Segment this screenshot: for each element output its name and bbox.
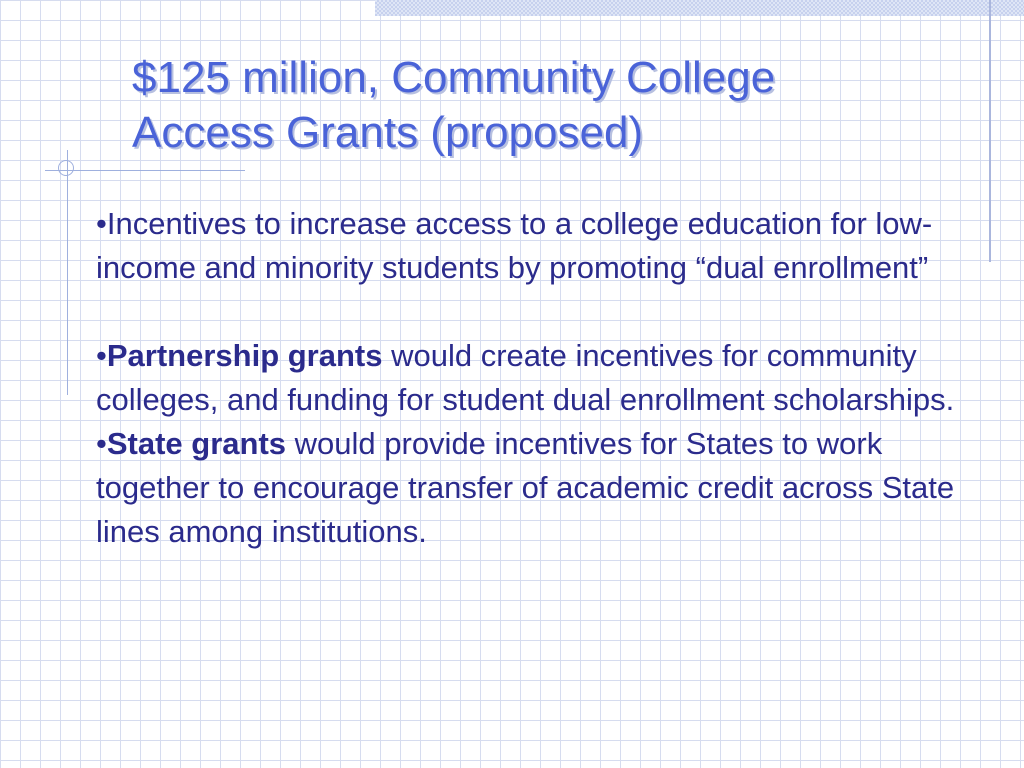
bullet-bold-lead: Partnership grants xyxy=(106,338,383,373)
bullet-text: Incentives to increase access to a college education for low-income and minority students by promoting “dual enrollment” xyxy=(96,206,933,285)
slide-title xyxy=(132,50,892,160)
bullet-marker: • xyxy=(96,206,107,241)
bullet-item-1 xyxy=(96,202,956,290)
decorative-right-rule xyxy=(989,0,991,262)
slide-body xyxy=(96,202,956,554)
decorative-horizontal-rule xyxy=(45,170,245,171)
slide-title-line-1: $125 million, Community College xyxy=(132,53,776,102)
bullet-marker: • xyxy=(96,338,107,373)
bullet-marker: • xyxy=(96,426,107,461)
bullet-spacer xyxy=(96,290,956,334)
slide-title-line-2: Access Grants (proposed) xyxy=(132,108,644,157)
bullet-text: would create incentives for community colleges, and funding for student dual enrollment scholarships. xyxy=(96,338,955,417)
decorative-top-band xyxy=(375,0,1024,16)
bullet-bold-lead: State grants xyxy=(106,426,287,461)
bullet-item-2 xyxy=(96,334,956,422)
decorative-circle-icon xyxy=(58,160,74,176)
bullet-item-3 xyxy=(96,422,956,554)
decorative-vertical-rule xyxy=(67,150,68,395)
bullet-text: would provide incentives for States to work together to encourage transfer of academic credit across State lines among institutions. xyxy=(96,426,955,549)
